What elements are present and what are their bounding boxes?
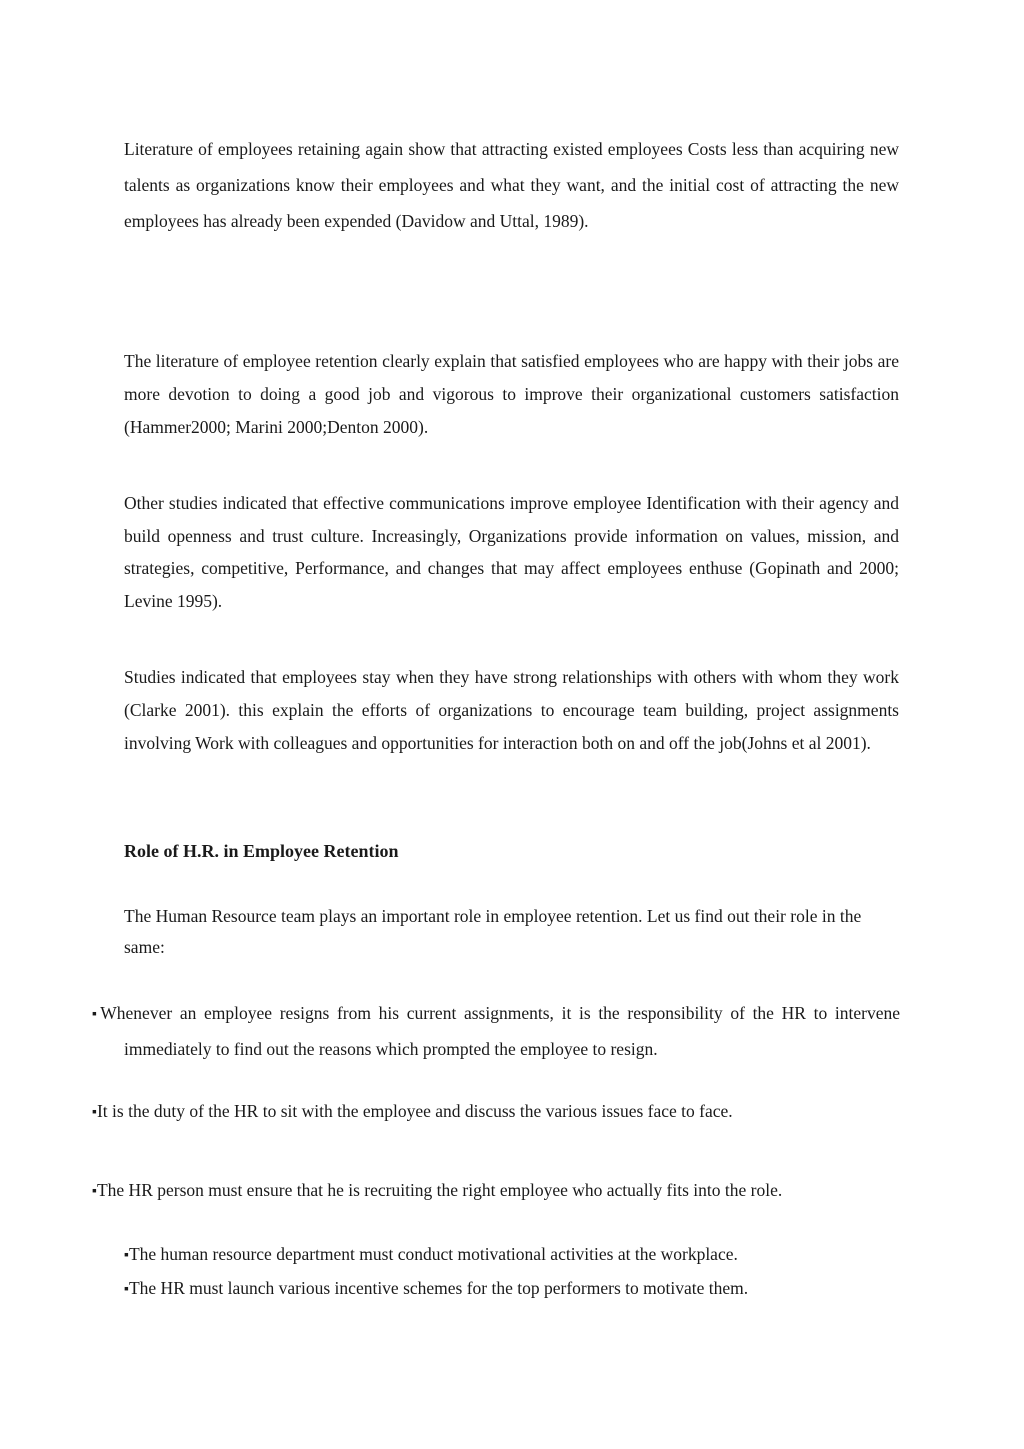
bullet-icon: ▪	[92, 1105, 97, 1120]
bullet-text: The HR must launch various incentive schemes for the top performers to motivate them.	[128, 1278, 749, 1298]
bullet-item-resignation	[92, 996, 900, 1067]
paragraph-satisfied-employees: The literature of employee retention clearly explain that satisfied employees who are happy with their jobs are more devotion to doing a good job and vigorous to improve their organizational customers satisfaction (Hammer2000; Marini 2000;Denton 2000).	[124, 351, 899, 437]
bullet-icon: ▪	[92, 1184, 97, 1199]
section-heading: Role of H.R. in Employee Retention	[124, 841, 399, 861]
paragraph-relationships: Studies indicated that employees stay when they have strong relationships with others with whom they work (Clarke 2001). this explain the efforts of organizations to encourage team building, project assignments involving Work with colleagues and opportunities for interaction both on and off the job(Johns et al 2001).	[124, 667, 899, 753]
bullet-text: Whenever an employee resigns from his current assignments, it is the responsibility of the HR to intervene immediately to find out the reasons which prompted the employee to resign.	[100, 1003, 900, 1059]
bullet-icon: ▪	[92, 1007, 101, 1022]
bullet-text: The human resource department must conduct motivational activities at the workplace.	[128, 1244, 738, 1264]
bullet-text: It is the duty of the HR to sit with the employee and discuss the various issues face to face.	[96, 1101, 733, 1121]
paragraph-communications: Other studies indicated that effective communications improve employee Identification with their agency and build openness and trust culture. Increasingly, Organizations provide information on values, mission, and strategies, competitive, Performance, and changes that may affect employees enthuse (Gopinath and 2000; Levine 1995).	[124, 493, 899, 611]
bullet-icon: ▪	[124, 1248, 129, 1263]
bullet-icon: ▪	[124, 1282, 129, 1297]
bullet-item-incentive-schemes	[124, 1272, 900, 1306]
paragraph-retention-cost: Literature of employees retaining again show that attracting existed employees Costs less than acquiring new talents as organizations know their employees and what they want, and the initial cost of attracting the new employees has already been expended (Davidow and Uttal, 1989).	[124, 139, 899, 231]
bullet-item-motivational-activities	[124, 1238, 900, 1272]
bullet-text: The HR person must ensure that he is recruiting the right employee who actually fits into the role.	[96, 1180, 783, 1200]
bullet-item-discussion	[92, 1095, 900, 1129]
section-intro: The Human Resource team plays an important role in employee retention. Let us find out their role in the same:	[124, 906, 862, 957]
bullet-item-recruiting	[92, 1174, 900, 1208]
